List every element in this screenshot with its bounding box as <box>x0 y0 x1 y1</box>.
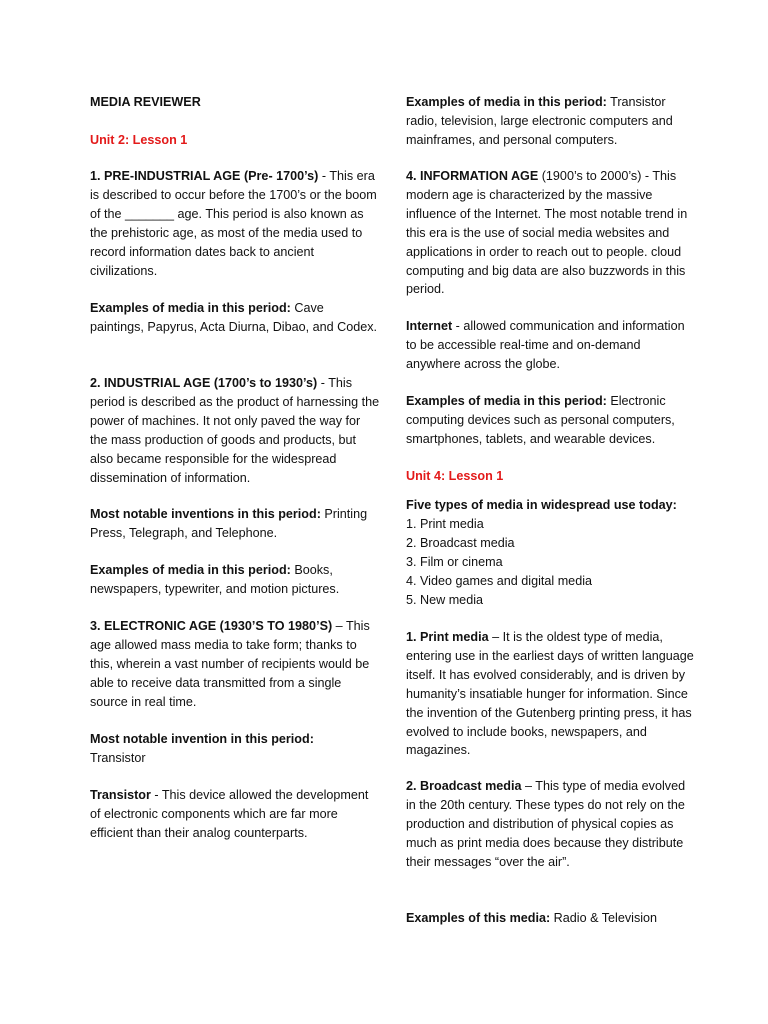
broadcast-examples-label: Examples of this media: <box>406 911 551 925</box>
broadcast-examples-body: Radio & Television <box>550 911 658 925</box>
transistor-body: - This device allowed the development of electronic components which are far more efficient than their analog counterparts. <box>90 788 369 840</box>
pre-industrial-age-heading: 1. PRE-INDUSTRIAL AGE (Pre- 1700’s) <box>90 169 319 183</box>
internet-label: Internet <box>406 319 453 333</box>
print-media-body: – It is the oldest type of media, entering use in the earliest days of written language itself. It has evolved considerably, and is driven by humanity’s insatiable hunger for information. Since the invention of the Gutenberg printing press, it has evolved to include books, newspapers, and magazines. <box>406 630 694 758</box>
transistor-label: Transistor <box>90 788 151 802</box>
transistor-paragraph <box>90 786 380 843</box>
unit-2-heading: Unit 2: Lesson 1 <box>90 133 188 147</box>
industrial-age-body: - This period is described as the product of harnessing the power of machines. It not only paved the way for the mass production of goods and products, but also became responsible for the widespread dissemination of information. <box>90 376 380 485</box>
industrial-examples-body: Books, newspapers, typewriter, and motion pictures. <box>90 563 340 596</box>
media-types-list <box>406 515 696 610</box>
information-age-paragraph <box>406 167 696 299</box>
information-age-heading: 4. INFORMATION AGE <box>406 169 539 183</box>
electronic-age-body: – This age allowed mass media to take form; thanks to this, wherein a vast number of recipients would be able to receive data transmitted from a single source in real time. <box>90 619 370 709</box>
information-examples-paragraph <box>406 392 696 449</box>
broadcast-media-label: 2. Broadcast media <box>406 779 522 793</box>
electronic-invention-paragraph <box>90 730 380 768</box>
broadcast-examples-paragraph <box>406 909 696 928</box>
document-title: MEDIA REVIEWER <box>90 95 201 109</box>
industrial-age-heading: 2. INDUSTRIAL AGE (1700’s to 1930’s) <box>90 376 318 390</box>
electronic-examples-paragraph <box>406 93 696 150</box>
pre-industrial-examples-paragraph <box>90 299 380 337</box>
pre-industrial-age-paragraph <box>90 167 380 280</box>
industrial-examples-label: Examples of media in this period: <box>90 563 291 577</box>
industrial-inventions-paragraph <box>90 505 380 543</box>
electronic-invention-body: Transistor <box>90 750 146 765</box>
electronic-age-paragraph <box>90 617 380 712</box>
information-examples-label: Examples of media in this period: <box>406 394 607 408</box>
industrial-examples-paragraph <box>90 561 380 599</box>
list-item: 1. Print media <box>406 517 484 531</box>
internet-body: - allowed communication and information to be accessible real-time and on-demand anywhere across the globe. <box>406 319 685 371</box>
industrial-inventions-label: Most notable inventions in this period: <box>90 507 321 521</box>
list-item: 4. Video games and digital media <box>406 574 592 588</box>
pre-industrial-age-body: - This era is described to occur before the 1700’s or the boom of the _______ age. This period is also known as the prehistoric age, as most of the media used to record information dates back to ancient civilizations. <box>90 169 377 278</box>
broadcast-media-body: – This type of media evolved in the 20th century. These types do not rely on the production and distribution of physical copies as much as print media does because they distribute their messages “over the air”. <box>406 779 686 869</box>
electronic-invention-label: Most notable invention in this period: <box>90 732 314 746</box>
print-media-label: 1. Print media <box>406 630 489 644</box>
electronic-examples-body: Transistor radio, television, large electronic computers and mainframes, and personal computers. <box>406 95 673 147</box>
unit-4-heading: Unit 4: Lesson 1 <box>406 469 504 483</box>
list-item: 5. New media <box>406 593 483 607</box>
information-age-body: (1900’s to 2000’s) - This modern age is characterized by the massive influence of the Internet. The most notable trend in this era is the use of social media websites and applications in order to reach out to people. cloud computing and big data are also buzzwords in this period. <box>406 169 688 297</box>
internet-paragraph <box>406 317 696 374</box>
pre-industrial-examples-label: Examples of media in this period: <box>90 301 291 315</box>
information-examples-body: Electronic computing devices such as personal computers, smartphones, tablets, and wearable devices. <box>406 394 675 446</box>
electronic-examples-label: Examples of media in this period: <box>406 95 607 109</box>
pre-industrial-examples-body: Cave paintings, Papyrus, Acta Diurna, Dibao, and Codex. <box>90 301 378 334</box>
industrial-age-paragraph <box>90 374 380 487</box>
print-media-paragraph <box>406 628 696 760</box>
electronic-age-heading: 3. ELECTRONIC AGE (1930’S TO 1980’S) <box>90 619 333 633</box>
list-item: 3. Film or cinema <box>406 555 503 569</box>
five-types-label: Five types of media in widespread use today: <box>406 498 677 512</box>
industrial-inventions-body: Printing Press, Telegraph, and Telephone. <box>90 507 368 540</box>
broadcast-media-paragraph <box>406 777 696 872</box>
list-item: 2. Broadcast media <box>406 536 515 550</box>
